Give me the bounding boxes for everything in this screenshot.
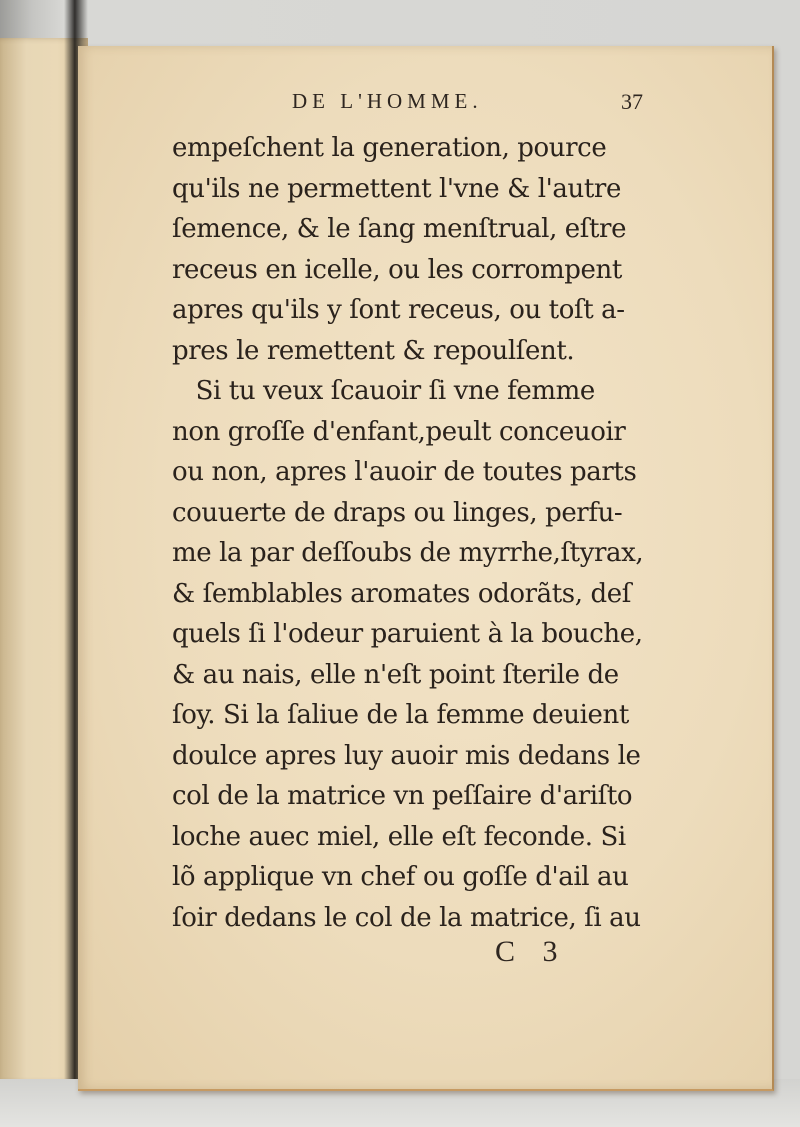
text-line: doulce apres luy auoir mis dedans le: [172, 740, 641, 771]
text-line: ſoy. Si la ſaliue de la femme deuient: [172, 700, 629, 730]
signature-mark: C 3: [495, 935, 568, 968]
body-text: [172, 128, 652, 938]
text-line: couuerte de draps ou linges, perfu-: [172, 497, 623, 528]
page-number: 37: [621, 89, 643, 114]
text-line: me la par deſſoubs de myrrhe,ſtyrax,: [172, 538, 644, 568]
text-line: qu'ils ne permettent l'vne & l'autre: [172, 173, 621, 204]
text-line: lõ applique vn chef ou goſſe d'ail au: [172, 862, 629, 892]
text-line: pres le remettent & repoulſent.: [172, 335, 575, 366]
text-line: & ſemblables aromates odorãts, deſ: [172, 578, 631, 609]
text-line: ſemence, & le ſang menſtrual, eſtre: [172, 214, 627, 244]
text-line: receus en icelle, ou les corrompent: [172, 254, 622, 285]
text-line: ou non, apres l'auoir de toutes parts: [172, 457, 637, 487]
running-head: DE L'HOMME.: [292, 89, 483, 113]
text-line: ſoir dedans le col de la matrice, ſi au: [172, 902, 641, 933]
text-line: Si tu veux ſcauoir ſi vne femme: [172, 376, 595, 406]
text-line: col de la matrice vn peſſaire d'ariſto: [172, 781, 633, 811]
text-line: apres qu'ils y ſont receus, ou toſt a-: [172, 295, 625, 325]
text-line: quels ſi l'odeur paruient à la bouche,: [172, 619, 643, 649]
text-line: non groſſe d'enfant,peult conceuoir: [172, 416, 626, 447]
text-line: empeſchent la generation, pource: [172, 133, 607, 163]
text-line: & au nais, elle n'eſt point ſterile de: [172, 659, 619, 690]
text-line: loche auec miel, elle eſt feconde. Si: [172, 821, 626, 852]
